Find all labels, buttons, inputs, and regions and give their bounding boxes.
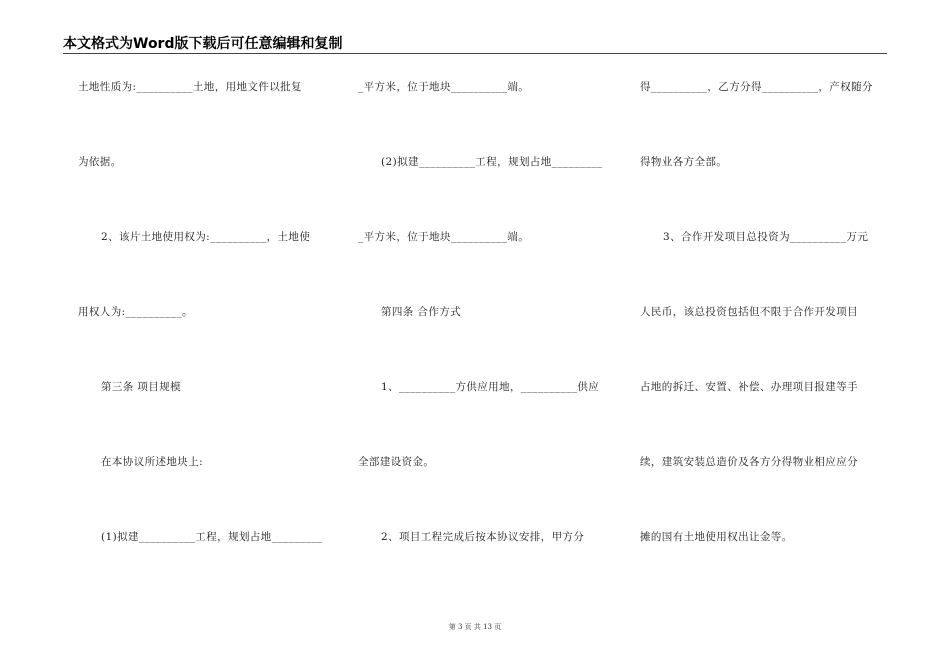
paragraph-line: 在本协议所述地块上: bbox=[101, 456, 204, 468]
paragraph-line: 续，建筑安装总造价及各方分得物业相应应分 bbox=[640, 456, 858, 468]
paragraph-line: 土地性质为:__________土地，用地文件以批复 bbox=[78, 81, 302, 93]
header-divider bbox=[63, 53, 887, 54]
paragraph-line: 1、__________方供应用地，__________供应 bbox=[381, 381, 600, 393]
paragraph-line: 全部建设资金。 bbox=[358, 456, 435, 468]
paragraph-line: _平方米，位于地块__________端。 bbox=[358, 81, 530, 93]
paragraph-line: 得__________，乙方分得__________，产权随分 bbox=[640, 81, 873, 93]
paragraph-line: (1)拟建__________工程，规划占地_________ bbox=[101, 531, 323, 543]
paragraph-line: 3、合作开发项目总投资为__________万元 bbox=[663, 231, 869, 243]
paragraph-line: 人民币，该总投资包括但不限于合作开发项目 bbox=[640, 306, 858, 318]
document-header-title: 本文格式为Word版下载后可任意编辑和复制 bbox=[63, 36, 343, 52]
page-number: 第 3 页 共 13 页 bbox=[448, 623, 502, 631]
paragraph-line: 得物业各方全部。 bbox=[640, 156, 728, 168]
paragraph-line: _平方米，位于地块__________端。 bbox=[358, 231, 530, 243]
section-heading: 第三条 项目规模 bbox=[101, 381, 182, 393]
paragraph-line: 2、项目工程完成后按本协议安排，甲方分 bbox=[381, 531, 585, 543]
paragraph-line: (2)拟建__________工程，规划占地_________ bbox=[381, 156, 603, 168]
paragraph-line: 摊的国有土地使用权出让金等。 bbox=[640, 531, 793, 543]
paragraph-line: 用权人为:__________。 bbox=[78, 306, 193, 318]
paragraph-line: 2、该片土地使用权为:__________，土地使 bbox=[101, 231, 311, 243]
section-heading: 第四条 合作方式 bbox=[381, 306, 462, 318]
paragraph-line: 占地的拆迁、安置、补偿、办理项目报建等手 bbox=[640, 381, 858, 393]
paragraph-line: 为依据。 bbox=[78, 156, 122, 168]
